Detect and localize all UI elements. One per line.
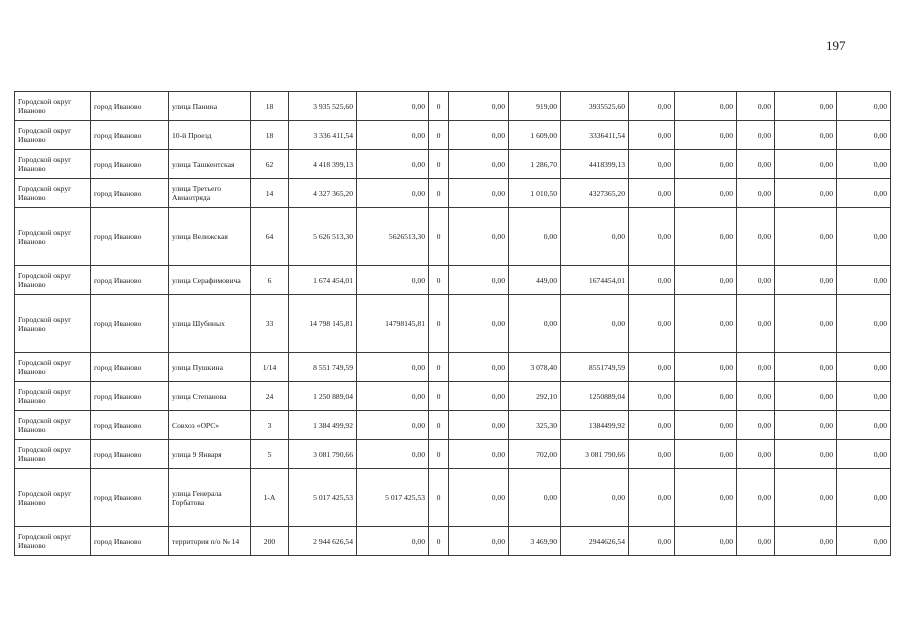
- value-cell: 3336411,54: [561, 121, 629, 150]
- value-cell: 0,00: [775, 382, 837, 411]
- value-cell: 0,00: [675, 179, 737, 208]
- value-cell: 0,00: [629, 92, 675, 121]
- value-cell: 0,00: [561, 295, 629, 353]
- municipality-cell: Городской округ Иваново: [15, 121, 91, 150]
- value-cell: 0,00: [629, 440, 675, 469]
- settlement-cell: город Иваново: [91, 527, 169, 556]
- value-cell: 0,00: [775, 295, 837, 353]
- municipality-cell: Городской округ Иваново: [15, 179, 91, 208]
- table-row: [15, 295, 891, 353]
- area-cell: 702,00: [509, 440, 561, 469]
- table-row: [15, 440, 891, 469]
- table-row: [15, 469, 891, 527]
- value-cell: 0,00: [357, 266, 429, 295]
- settlement-cell: город Иваново: [91, 121, 169, 150]
- settlement-cell: город Иваново: [91, 440, 169, 469]
- municipality-cell: Городской округ Иваново: [15, 469, 91, 527]
- municipality-cell: Городской округ Иваново: [15, 411, 91, 440]
- count-cell: 0: [429, 527, 449, 556]
- house-number-cell: 6: [251, 266, 289, 295]
- value-cell: 0,00: [775, 266, 837, 295]
- value-cell: 0,00: [629, 266, 675, 295]
- table-row: [15, 527, 891, 556]
- settlement-cell: город Иваново: [91, 179, 169, 208]
- value-cell: 0,00: [837, 92, 891, 121]
- value-cell: 0,00: [737, 527, 775, 556]
- value-cell: 0,00: [449, 469, 509, 527]
- value-cell: 0,00: [629, 353, 675, 382]
- municipality-cell: Городской округ Иваново: [15, 527, 91, 556]
- table-row: [15, 179, 891, 208]
- value-cell: 0,00: [357, 411, 429, 440]
- house-number-cell: 62: [251, 150, 289, 179]
- value-cell: 0,00: [737, 92, 775, 121]
- municipality-cell: Городской округ Иваново: [15, 295, 91, 353]
- value-cell: 0,00: [675, 121, 737, 150]
- value-cell: 0,00: [675, 266, 737, 295]
- value-cell: 0,00: [775, 527, 837, 556]
- value-cell: 0,00: [357, 527, 429, 556]
- house-number-cell: 3: [251, 411, 289, 440]
- house-number-cell: 24: [251, 382, 289, 411]
- amount-cell: 3 336 411,54: [289, 121, 357, 150]
- value-cell: 0,00: [357, 179, 429, 208]
- value-cell: 0,00: [357, 150, 429, 179]
- value-cell: 0,00: [837, 411, 891, 440]
- house-number-cell: 14: [251, 179, 289, 208]
- value-cell: 0,00: [837, 208, 891, 266]
- value-cell: 0,00: [675, 150, 737, 179]
- area-cell: 325,30: [509, 411, 561, 440]
- street-cell: улица Шубиных: [169, 295, 251, 353]
- value-cell: 1250889,04: [561, 382, 629, 411]
- value-cell: 0,00: [449, 92, 509, 121]
- value-cell: 0,00: [449, 150, 509, 179]
- value-cell: 0,00: [675, 527, 737, 556]
- value-cell: 8551749,59: [561, 353, 629, 382]
- page-number: 197: [826, 38, 846, 53]
- house-number-cell: 64: [251, 208, 289, 266]
- street-cell: улица Велижская: [169, 208, 251, 266]
- street-cell: улица Генерала Горбатова: [169, 469, 251, 527]
- value-cell: 0,00: [737, 266, 775, 295]
- settlement-cell: город Иваново: [91, 295, 169, 353]
- table-row: [15, 382, 891, 411]
- value-cell: 0,00: [837, 121, 891, 150]
- street-cell: территория п/о № 14: [169, 527, 251, 556]
- amount-cell: 14 798 145,81: [289, 295, 357, 353]
- amount-cell: 5 017 425,53: [289, 469, 357, 527]
- table-row: [15, 92, 891, 121]
- value-cell: 0,00: [775, 353, 837, 382]
- house-number-cell: 200: [251, 527, 289, 556]
- value-cell: 5 017 425,53: [357, 469, 429, 527]
- house-number-cell: 1-А: [251, 469, 289, 527]
- value-cell: 0,00: [675, 440, 737, 469]
- area-cell: 0,00: [509, 469, 561, 527]
- settlement-cell: город Иваново: [91, 411, 169, 440]
- settlement-cell: город Иваново: [91, 208, 169, 266]
- value-cell: 0,00: [629, 121, 675, 150]
- count-cell: 0: [429, 179, 449, 208]
- value-cell: 3935525,60: [561, 92, 629, 121]
- house-number-cell: 33: [251, 295, 289, 353]
- value-cell: 0,00: [675, 469, 737, 527]
- value-cell: 0,00: [775, 440, 837, 469]
- value-cell: 0,00: [775, 92, 837, 121]
- value-cell: 5626513,30: [357, 208, 429, 266]
- settlement-cell: город Иваново: [91, 266, 169, 295]
- house-number-cell: 5: [251, 440, 289, 469]
- count-cell: 0: [429, 150, 449, 179]
- municipality-cell: Городской округ Иваново: [15, 440, 91, 469]
- value-cell: 0,00: [675, 353, 737, 382]
- municipality-cell: Городской округ Иваново: [15, 382, 91, 411]
- count-cell: 0: [429, 469, 449, 527]
- settlement-cell: город Иваново: [91, 92, 169, 121]
- value-cell: 0,00: [737, 295, 775, 353]
- value-cell: 0,00: [449, 411, 509, 440]
- table-row: [15, 266, 891, 295]
- value-cell: 0,00: [629, 527, 675, 556]
- street-cell: Совхоз «ОРС»: [169, 411, 251, 440]
- value-cell: 0,00: [737, 353, 775, 382]
- value-cell: 0,00: [561, 208, 629, 266]
- settlement-cell: город Иваново: [91, 382, 169, 411]
- data-table: [14, 91, 891, 556]
- value-cell: 0,00: [357, 382, 429, 411]
- value-cell: 0,00: [449, 382, 509, 411]
- amount-cell: 8 551 749,59: [289, 353, 357, 382]
- street-cell: улица 9 Января: [169, 440, 251, 469]
- value-cell: 2944626,54: [561, 527, 629, 556]
- value-cell: 0,00: [837, 353, 891, 382]
- value-cell: 0,00: [837, 527, 891, 556]
- table-row: [15, 353, 891, 382]
- value-cell: 0,00: [737, 121, 775, 150]
- area-cell: 919,00: [509, 92, 561, 121]
- count-cell: 0: [429, 440, 449, 469]
- street-cell: 10-й Проезд: [169, 121, 251, 150]
- value-cell: 0,00: [837, 150, 891, 179]
- value-cell: 0,00: [357, 121, 429, 150]
- value-cell: 0,00: [775, 179, 837, 208]
- street-cell: улица Степанова: [169, 382, 251, 411]
- amount-cell: 3 935 525,60: [289, 92, 357, 121]
- amount-cell: 1 384 499,92: [289, 411, 357, 440]
- area-cell: 292,10: [509, 382, 561, 411]
- amount-cell: 5 626 513,30: [289, 208, 357, 266]
- value-cell: 0,00: [775, 411, 837, 440]
- amount-cell: 4 327 365,20: [289, 179, 357, 208]
- house-number-cell: 18: [251, 121, 289, 150]
- municipality-cell: Городской округ Иваново: [15, 150, 91, 179]
- amount-cell: 2 944 626,54: [289, 527, 357, 556]
- count-cell: 0: [429, 353, 449, 382]
- value-cell: 0,00: [737, 150, 775, 179]
- settlement-cell: город Иваново: [91, 150, 169, 179]
- value-cell: 0,00: [737, 382, 775, 411]
- value-cell: 4418399,13: [561, 150, 629, 179]
- value-cell: 0,00: [629, 469, 675, 527]
- street-cell: улица Серафимовича: [169, 266, 251, 295]
- value-cell: 0,00: [675, 295, 737, 353]
- value-cell: 0,00: [449, 121, 509, 150]
- value-cell: 0,00: [775, 208, 837, 266]
- area-cell: 1 609,00: [509, 121, 561, 150]
- municipality-cell: Городской округ Иваново: [15, 208, 91, 266]
- value-cell: 0,00: [837, 179, 891, 208]
- value-cell: 0,00: [775, 469, 837, 527]
- value-cell: 0,00: [629, 295, 675, 353]
- amount-cell: 3 081 790,66: [289, 440, 357, 469]
- count-cell: 0: [429, 382, 449, 411]
- area-cell: 0,00: [509, 295, 561, 353]
- value-cell: 0,00: [449, 295, 509, 353]
- area-cell: 3 469,90: [509, 527, 561, 556]
- value-cell: 0,00: [449, 179, 509, 208]
- count-cell: 0: [429, 295, 449, 353]
- settlement-cell: город Иваново: [91, 353, 169, 382]
- value-cell: 0,00: [449, 266, 509, 295]
- area-cell: 449,00: [509, 266, 561, 295]
- value-cell: 0,00: [449, 353, 509, 382]
- municipality-cell: Городской округ Иваново: [15, 266, 91, 295]
- table-row: [15, 411, 891, 440]
- table-row: [15, 150, 891, 179]
- table-body: [15, 92, 891, 556]
- value-cell: 1674454,01: [561, 266, 629, 295]
- value-cell: 0,00: [837, 266, 891, 295]
- street-cell: улица Пушкина: [169, 353, 251, 382]
- count-cell: 0: [429, 92, 449, 121]
- value-cell: 0,00: [675, 208, 737, 266]
- value-cell: 0,00: [737, 440, 775, 469]
- value-cell: 0,00: [561, 469, 629, 527]
- amount-cell: 1 674 454,01: [289, 266, 357, 295]
- house-number-cell: 1/14: [251, 353, 289, 382]
- value-cell: 14798145,81: [357, 295, 429, 353]
- value-cell: 0,00: [675, 92, 737, 121]
- value-cell: 0,00: [449, 208, 509, 266]
- street-cell: улица Третьего Авиаотряда: [169, 179, 251, 208]
- value-cell: 1384499,92: [561, 411, 629, 440]
- municipality-cell: Городской округ Иваново: [15, 92, 91, 121]
- settlement-cell: город Иваново: [91, 469, 169, 527]
- value-cell: 0,00: [737, 469, 775, 527]
- area-cell: 3 078,40: [509, 353, 561, 382]
- value-cell: 0,00: [629, 382, 675, 411]
- value-cell: 0,00: [737, 208, 775, 266]
- value-cell: 3 081 790,66: [561, 440, 629, 469]
- table-row: [15, 208, 891, 266]
- value-cell: 0,00: [675, 411, 737, 440]
- value-cell: 0,00: [629, 411, 675, 440]
- table-row: [15, 121, 891, 150]
- amount-cell: 4 418 399,13: [289, 150, 357, 179]
- street-cell: улица Ташкентская: [169, 150, 251, 179]
- area-cell: 1 010,50: [509, 179, 561, 208]
- value-cell: 0,00: [357, 440, 429, 469]
- count-cell: 0: [429, 121, 449, 150]
- amount-cell: 1 250 889,04: [289, 382, 357, 411]
- municipality-cell: Городской округ Иваново: [15, 353, 91, 382]
- value-cell: 0,00: [629, 179, 675, 208]
- street-cell: улица Панина: [169, 92, 251, 121]
- count-cell: 0: [429, 208, 449, 266]
- value-cell: 0,00: [837, 382, 891, 411]
- value-cell: 0,00: [357, 92, 429, 121]
- area-cell: 1 286,70: [509, 150, 561, 179]
- count-cell: 0: [429, 411, 449, 440]
- value-cell: 0,00: [449, 527, 509, 556]
- value-cell: 0,00: [449, 440, 509, 469]
- value-cell: 0,00: [675, 382, 737, 411]
- value-cell: 0,00: [737, 411, 775, 440]
- value-cell: 0,00: [629, 150, 675, 179]
- value-cell: 0,00: [775, 121, 837, 150]
- value-cell: 0,00: [837, 295, 891, 353]
- house-number-cell: 18: [251, 92, 289, 121]
- value-cell: 0,00: [737, 179, 775, 208]
- count-cell: 0: [429, 266, 449, 295]
- value-cell: 0,00: [775, 150, 837, 179]
- value-cell: 0,00: [629, 208, 675, 266]
- area-cell: 0,00: [509, 208, 561, 266]
- value-cell: 0,00: [357, 353, 429, 382]
- value-cell: 0,00: [837, 469, 891, 527]
- value-cell: 4327365,20: [561, 179, 629, 208]
- value-cell: 0,00: [837, 440, 891, 469]
